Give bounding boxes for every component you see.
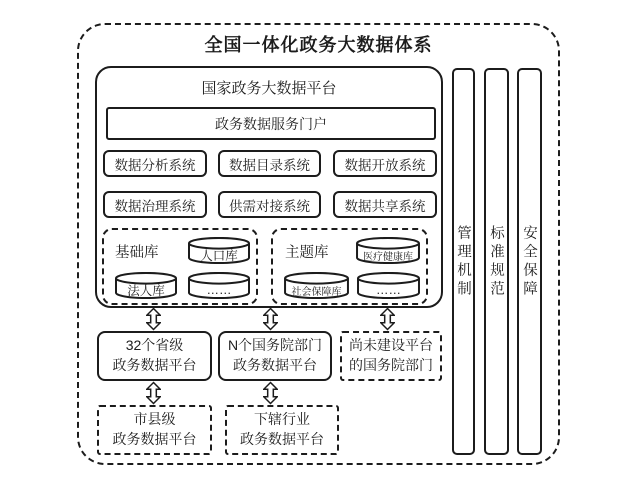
system-label: 数据治理系统 — [114, 198, 196, 214]
base-library-label: 基础库 — [115, 245, 159, 261]
box-label-line: 政务数据平台 — [112, 357, 197, 373]
database-label: 社会保障库 — [291, 286, 342, 298]
system-label: 供需对接系统 — [229, 198, 310, 214]
pillar-label: 管理机制 — [455, 224, 471, 299]
system-label: 数据分析系统 — [114, 157, 196, 173]
box-label-line: N个国务院部门 — [227, 337, 323, 354]
box-label-line: 政务数据平台 — [233, 357, 317, 373]
industry-platforms-box — [225, 405, 339, 455]
box-label-line: 32个省级 — [125, 337, 184, 354]
state-council-platforms-box — [218, 331, 332, 381]
database-cylinder-icon — [188, 237, 250, 264]
pillar-label: 标准规范 — [488, 224, 504, 299]
database-cylinder-icon — [284, 272, 349, 299]
system-box-supply-demand — [218, 191, 321, 218]
database-label: 医疗健康库 — [363, 251, 413, 263]
pillar-security — [517, 68, 542, 455]
theme-library-box — [271, 228, 428, 305]
diagram-title: 全国一体化政务大数据体系 — [204, 35, 433, 55]
double-arrow-icon — [380, 307, 395, 331]
system-box-data-open — [333, 150, 437, 177]
national-platform-title: 国家政务大数据平台 — [201, 80, 337, 97]
system-box-data-catalog — [218, 150, 321, 177]
system-label: 数据开放系统 — [344, 157, 426, 173]
double-arrow-icon — [146, 381, 161, 405]
box-label-line: 尚未建设平台 — [349, 337, 433, 354]
box-label-line: 的国务院部门 — [349, 357, 433, 373]
database-cylinder-icon — [115, 272, 177, 299]
database-cylinder-icon — [356, 237, 420, 264]
box-label-line: 下辖行业 — [254, 411, 310, 428]
pillar-label: 安全保障 — [521, 224, 537, 299]
database-cylinder-icon — [188, 272, 250, 299]
base-library-box — [102, 228, 258, 305]
system-box-data-analysis — [103, 150, 207, 177]
box-label-line: 政务数据平台 — [240, 431, 324, 447]
portal-box — [106, 107, 436, 140]
double-arrow-icon — [263, 381, 278, 405]
double-arrow-icon — [146, 307, 161, 331]
pillar-standards — [484, 68, 509, 455]
theme-library-label: 主题库 — [285, 245, 329, 261]
box-label-line: 政务数据平台 — [112, 431, 197, 447]
database-label: 人口库 — [200, 249, 238, 263]
city-county-platforms-box — [97, 405, 212, 455]
portal-label: 政务数据服务门户 — [215, 115, 327, 132]
unbuilt-departments-box — [340, 331, 442, 381]
database-label: 法人库 — [127, 284, 165, 298]
database-label: …… — [206, 283, 232, 297]
system-box-data-sharing — [333, 191, 437, 218]
box-label-line: 市县级 — [133, 411, 176, 428]
pillar-management-mechanism — [452, 68, 475, 455]
system-label: 数据共享系统 — [344, 198, 426, 214]
system-box-data-governance — [103, 191, 207, 218]
double-arrow-icon — [263, 307, 278, 331]
system-label: 数据目录系统 — [229, 157, 310, 173]
database-label: …… — [376, 283, 401, 297]
database-cylinder-icon — [357, 272, 420, 299]
provincial-platforms-box — [97, 331, 212, 381]
